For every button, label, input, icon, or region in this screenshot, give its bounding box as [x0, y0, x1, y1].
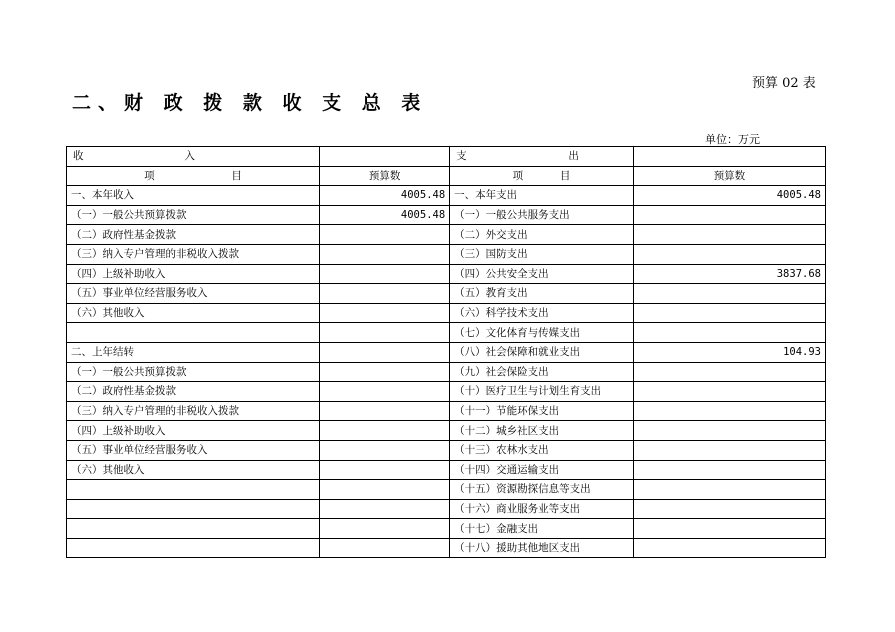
item-header-char-1: 项 — [512, 169, 524, 182]
table-row — [67, 186, 826, 206]
expense-item-cell: （十二）城乡社区支出 — [450, 421, 634, 441]
expense-item-cell: （三）国防支出 — [450, 244, 634, 264]
expense-item-cell: （十六）商业服务业等支出 — [450, 499, 634, 519]
expense-amount-cell — [633, 480, 825, 500]
income-item-cell: （四）上级补助收入 — [67, 264, 320, 284]
expense-amount-cell — [633, 362, 825, 382]
column-header-row — [67, 166, 826, 186]
income-amount-cell — [320, 499, 450, 519]
expense-amount-cell — [633, 440, 825, 460]
income-item-header — [67, 166, 320, 186]
income-item-cell: （四）上级补助收入 — [67, 421, 320, 441]
income-item-cell: （一）一般公共预算拨款 — [67, 362, 320, 382]
income-item-cell: （五）事业单位经营服务收入 — [67, 284, 320, 304]
unit-label: 单位：万元 — [705, 133, 760, 146]
expense-item-cell: （十八）援助其他地区支出 — [450, 538, 634, 558]
expense-item-cell: （七）文化体育与传媒支出 — [450, 323, 634, 343]
expense-amount-cell — [633, 421, 825, 441]
income-amount-cell — [320, 421, 450, 441]
table-row — [67, 499, 826, 519]
expense-amount-cell — [633, 244, 825, 264]
expense-amount-cell: 4005.48 — [633, 186, 825, 206]
form-code: 预算 02 表 — [752, 76, 816, 91]
expense-item-cell: （十一）节能环保支出 — [450, 401, 634, 421]
expense-item-cell: （十四）交通运输支出 — [450, 460, 634, 480]
income-amount-cell — [320, 225, 450, 245]
expense-item-cell: （二）外交支出 — [450, 225, 634, 245]
income-item-cell: （三）纳入专户管理的非税收入拨款 — [67, 244, 320, 264]
income-amount-cell — [320, 264, 450, 284]
table-row — [67, 284, 826, 304]
income-amount-cell: 4005.48 — [320, 186, 450, 206]
income-amount-cell — [320, 480, 450, 500]
expense-amount-cell — [633, 401, 825, 421]
table-row — [67, 480, 826, 500]
expense-amount-cell — [633, 382, 825, 402]
item-header-char-2: 目 — [559, 169, 571, 182]
income-amount-header: 预算数 — [320, 166, 450, 186]
income-amount-cell — [320, 440, 450, 460]
page-title: 二、财 政 拨 款 收 支 总 表 — [72, 92, 428, 114]
income-item-cell — [67, 538, 320, 558]
expense-item-cell: （十）医疗卫生与计划生育支出 — [450, 382, 634, 402]
expense-group-header — [450, 147, 634, 167]
income-amount-cell — [320, 362, 450, 382]
income-item-cell: （六）其他收入 — [67, 303, 320, 323]
income-amount-cell — [320, 519, 450, 539]
income-group-header — [67, 147, 320, 167]
income-item-cell: （三）纳入专户管理的非税收入拨款 — [67, 401, 320, 421]
income-item-cell: （六）其他收入 — [67, 460, 320, 480]
table-row — [67, 440, 826, 460]
expense-amount-cell — [633, 303, 825, 323]
expense-item-cell: （九）社会保险支出 — [450, 362, 634, 382]
table-row — [67, 303, 826, 323]
income-amount-cell — [320, 538, 450, 558]
item-header-char-1: 项 — [144, 169, 155, 182]
income-item-cell: （二）政府性基金拨款 — [67, 225, 320, 245]
table-row — [67, 244, 826, 264]
group-header-row — [67, 147, 826, 167]
income-amount-cell: 4005.48 — [320, 205, 450, 225]
expense-item-cell: （一）一般公共服务支出 — [450, 205, 634, 225]
income-item-cell — [67, 323, 320, 343]
empty-cell — [320, 147, 450, 167]
expense-amount-cell — [633, 460, 825, 480]
income-item-cell — [67, 519, 320, 539]
income-item-cell — [67, 499, 320, 519]
income-item-cell: （一）一般公共预算拨款 — [67, 205, 320, 225]
empty-cell — [633, 147, 825, 167]
expense-item-cell: （十五）资源勘探信息等支出 — [450, 480, 634, 500]
income-amount-cell — [320, 303, 450, 323]
expense-amount-cell — [633, 538, 825, 558]
expense-item-cell: 一、本年支出 — [450, 186, 634, 206]
expense-item-cell: （五）教育支出 — [450, 284, 634, 304]
table-row — [67, 519, 826, 539]
income-item-cell: 二、上年结转 — [67, 342, 320, 362]
income-amount-cell — [320, 382, 450, 402]
income-item-cell: （五）事业单位经营服务收入 — [67, 440, 320, 460]
item-header-char-2: 目 — [231, 169, 242, 182]
budget-table — [66, 146, 826, 558]
expense-amount-cell — [633, 323, 825, 343]
expense-amount-cell — [633, 205, 825, 225]
income-item-cell: 一、本年收入 — [67, 186, 320, 206]
expense-amount-cell — [633, 519, 825, 539]
income-group-char-1: 收 — [73, 150, 84, 163]
table-row — [67, 401, 826, 421]
expense-item-cell: （四）公共安全支出 — [450, 264, 634, 284]
expense-item-cell: （八）社会保障和就业支出 — [450, 342, 634, 362]
expense-group-char-1: 支 — [456, 150, 467, 163]
income-amount-cell — [320, 460, 450, 480]
income-item-cell: （二）政府性基金拨款 — [67, 382, 320, 402]
table-row — [67, 460, 826, 480]
table-row — [67, 421, 826, 441]
expense-item-cell: （六）科学技术支出 — [450, 303, 634, 323]
table-row — [67, 382, 826, 402]
table-row — [67, 225, 826, 245]
expense-group-char-2: 出 — [568, 150, 579, 163]
expense-amount-cell — [633, 225, 825, 245]
income-amount-cell — [320, 342, 450, 362]
expense-amount-cell: 3837.68 — [633, 264, 825, 284]
expense-item-cell: （十七）金融支出 — [450, 519, 634, 539]
income-amount-cell — [320, 323, 450, 343]
table-row — [67, 323, 826, 343]
expense-item-cell: （十三）农林水支出 — [450, 440, 634, 460]
expense-amount-header: 预算数 — [633, 166, 825, 186]
table-row — [67, 205, 826, 225]
expense-amount-cell — [633, 499, 825, 519]
income-amount-cell — [320, 401, 450, 421]
expense-amount-cell — [633, 284, 825, 304]
table-row — [67, 342, 826, 362]
income-amount-cell — [320, 284, 450, 304]
table-row — [67, 362, 826, 382]
income-item-cell — [67, 480, 320, 500]
table-row — [67, 264, 826, 284]
income-group-char-2: 入 — [184, 150, 195, 163]
table-row — [67, 538, 826, 558]
income-amount-cell — [320, 244, 450, 264]
expense-item-header — [450, 166, 634, 186]
expense-amount-cell: 104.93 — [633, 342, 825, 362]
